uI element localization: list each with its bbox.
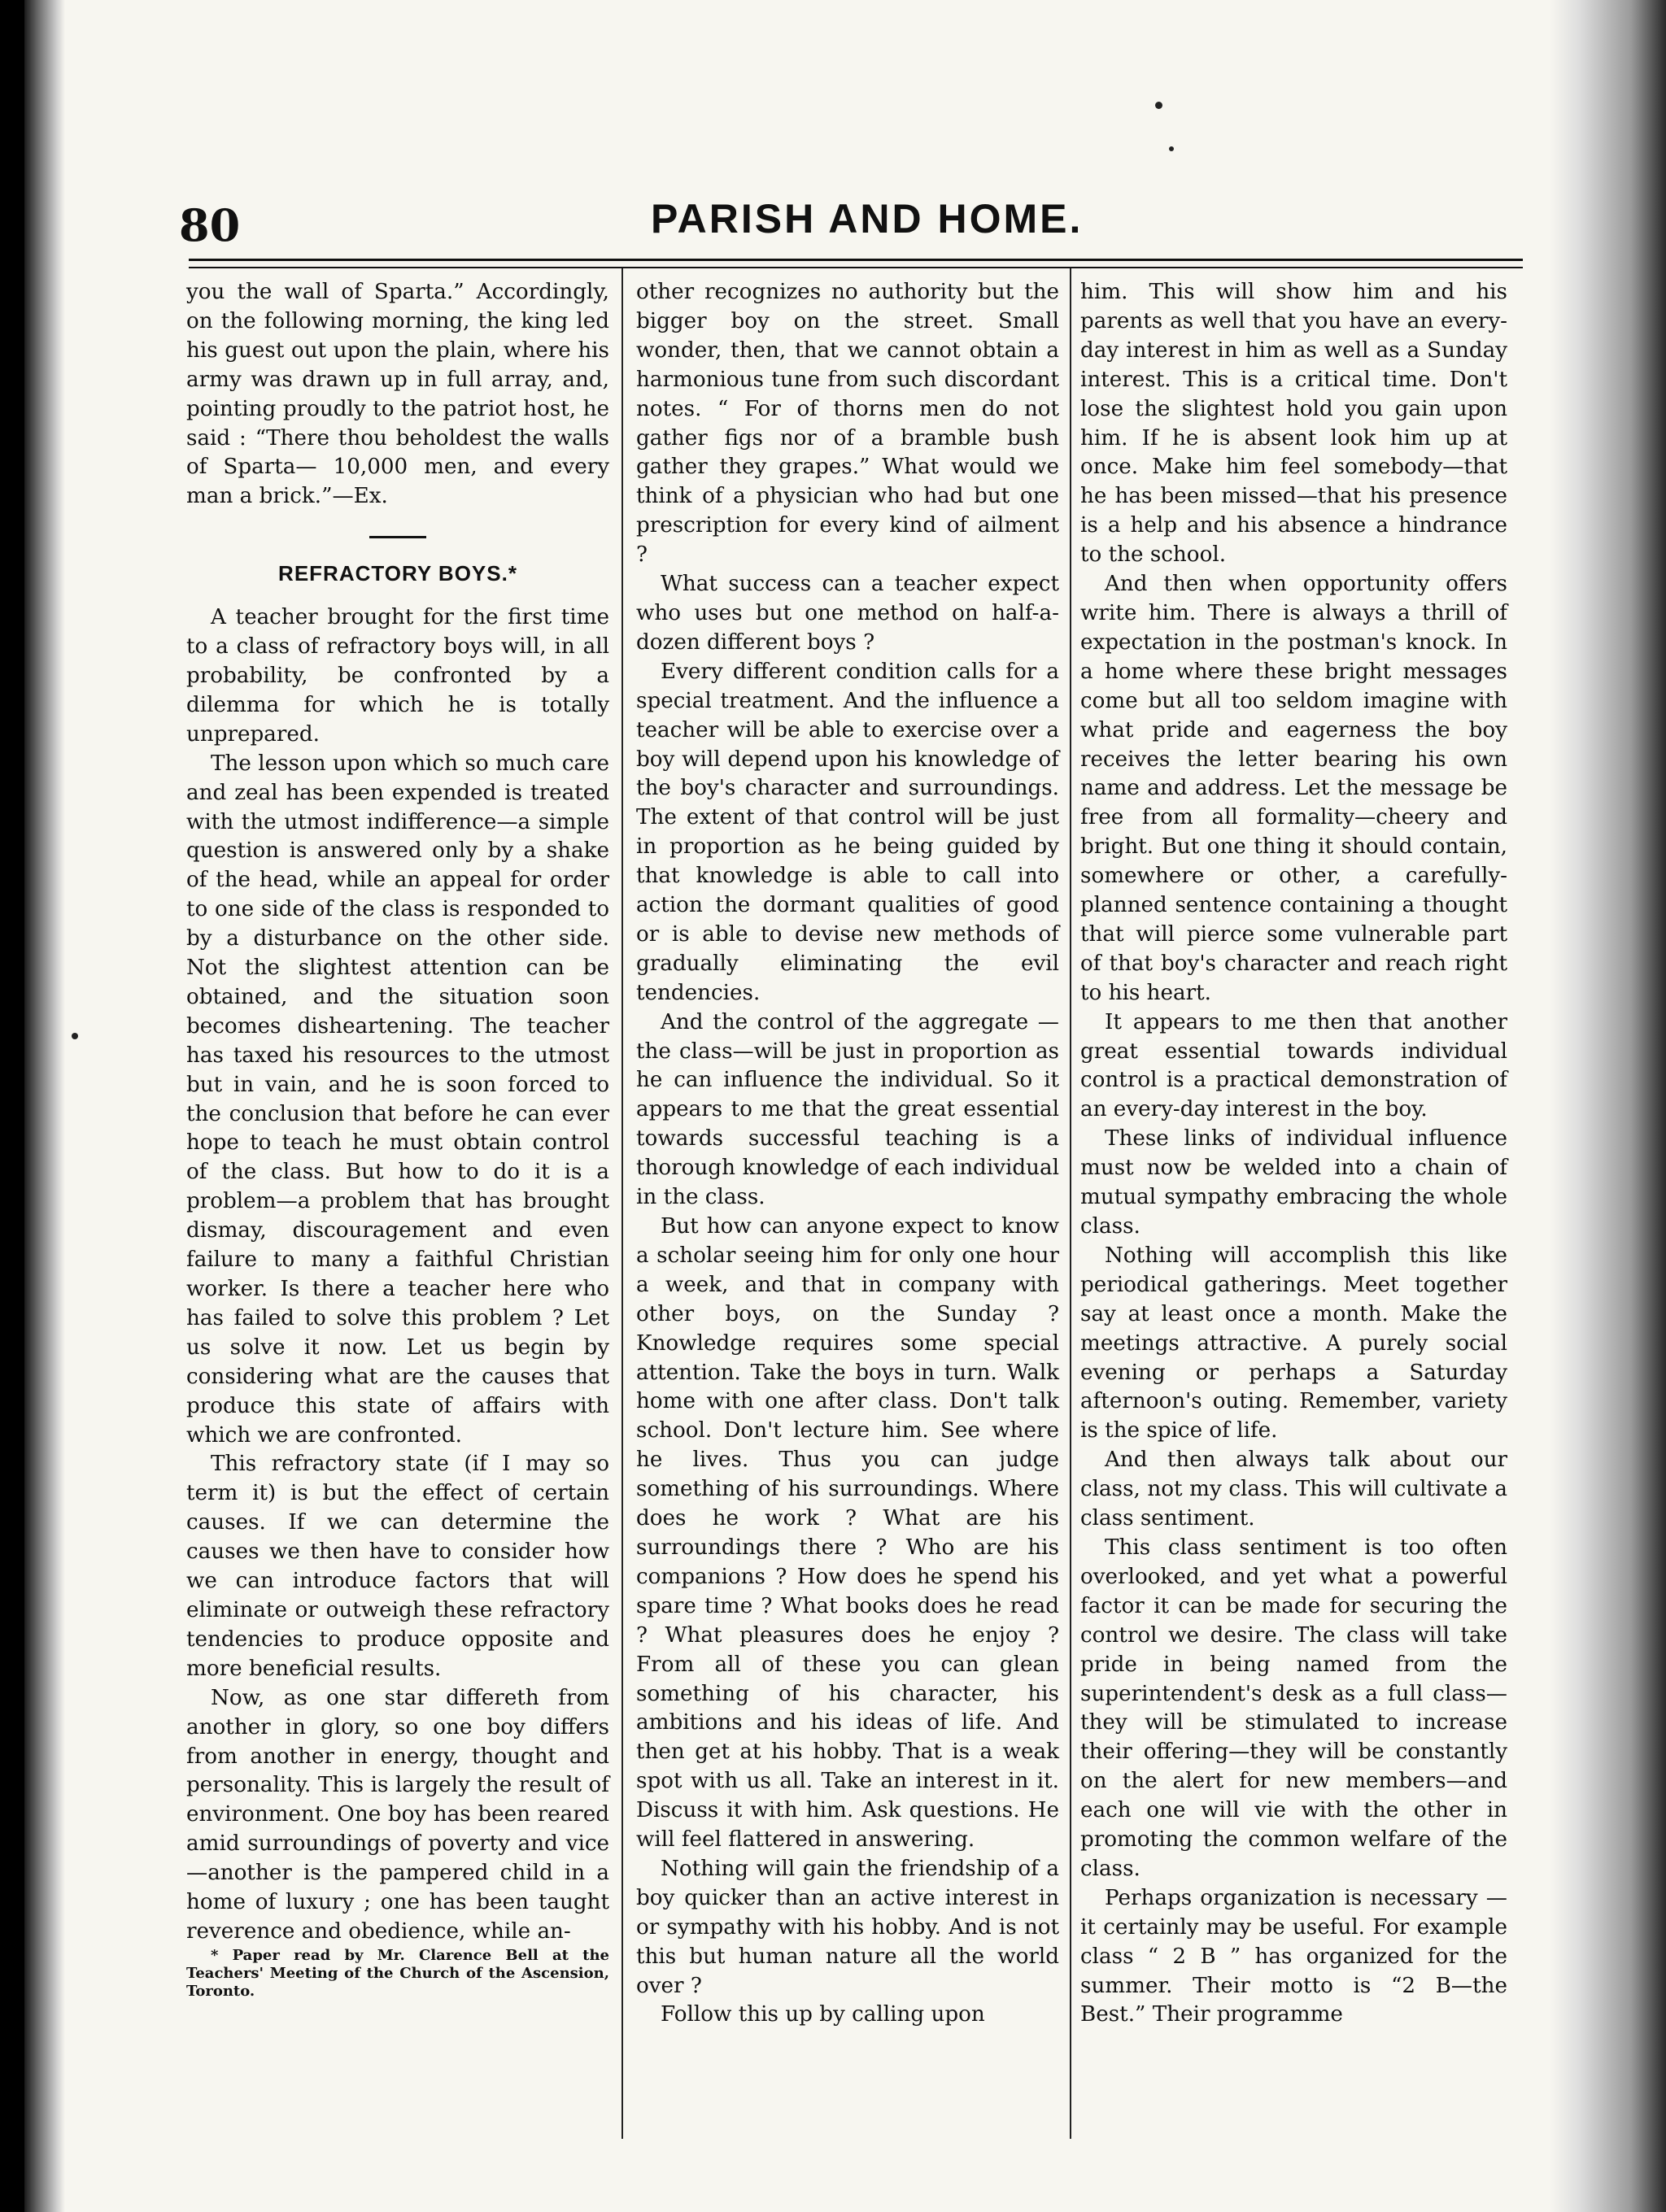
paragraph: This class sentiment is too often overlooked, and yet what a powerful factor it can be made for securing the control we desire. The class will take pride in being named from the superintendent's desk as a full class—they will be stimulated to increase their offering—they will be constantly on the alert for new members—and each one will vie with the other in promoting the common welfare of the class. xyxy=(1080,1535,1507,1881)
running-title: PARISH AND HOME. xyxy=(651,196,1084,242)
paragraph: Nothing will accomplish this like periodical gatherings. Meet together say at least once a month. Make the meetings attractive. A purely social evening or perhaps a Saturday afternoon's outing. Remember, variety is the spice of life. xyxy=(1080,1243,1507,1443)
paragraph: These links of individual influence must now be welded into a chain of mutual sympathy embracing the whole class. xyxy=(1080,1126,1507,1239)
column-divider-right xyxy=(1070,268,1071,2139)
binding-shadow xyxy=(24,0,65,2212)
paragraph: him. This will show him and his parents as well that you have an every-day interest in him as well as a Sunday interest. This is a critical time. Don't lose the slightest hold you gain upon him. If he is absent look him up at once. Make him feel somebody—that he has been missed—that his presence is a help and his absence a hindrance to the school. xyxy=(1080,280,1507,568)
paragraph: Now, as one star differeth from another in glory, so one boy differs from another in energy, thought and personality. This is largely the result of environment. One boy has been reared amid surroundings of poverty and vice—another is the pampered child in a home of luxury ; one has been taught reverence and obedience, while an- xyxy=(186,1685,609,1944)
paragraph: The lesson upon which so much care and zeal has been expended is treated with the utmost indifference—a simple question is answered only by a shake of the head, while an appeal for order to one side of the class is responded to by a disturbance on the other side. Not the slightest attention can be obtained, and the situation soon becomes disheartening. The teacher has taxed his resources to the utmost but in vain, and he is soon forced to the conclusion that before he can ever hope to teach he must obtain control of the class. But how to do it is a problem—a problem that has brought dismay, discouragement and even failure to many a faithful Christian worker. Is there a teacher here who has failed to solve this problem ? Let us solve it now. Let us begin by considering what are the causes that produce this state of affairs with which we are confronted. xyxy=(186,751,609,1448)
paragraph: A teacher brought for the first time to a class of refractory boys will, in all probability, be confronted by a dilemma for which he is totally unprepared. xyxy=(186,605,609,747)
print-speck xyxy=(1169,146,1174,151)
page-number: 80 xyxy=(179,199,241,251)
paragraph: you the wall of Sparta.” Accordingly, on the following morning, the king led his guest out upon the plain, where his army was drawn up in full array, and, pointing proudly to the patriot host, he said : “There thou beholdest the walls of Sparta— 10,000 men, and every man a brick.”—Ex. xyxy=(186,280,609,509)
paragraph: And then when opportunity offers write him. There is always a thrill of expectation in the postman's knock. In a home where these bright messages come but all too seldom imagine with what pride and eagerness the boy receives the letter bearing his own name and address. Let the message be free from all formality—cheery and bright. But one thing it should contain, somewhere or other, a carefully-planned sentence containing a thought that will pierce some vulnerable part of that boy's character and reach right to his heart. xyxy=(1080,572,1507,1005)
paragraph: Follow this up by calling upon xyxy=(661,2002,985,2027)
footnote: * Paper read by Mr. Clarence Bell at the Teachers' Meeting of the Church of the Ascension, Toronto. xyxy=(186,1946,609,2000)
section-separator xyxy=(369,536,426,538)
paragraph: But how can anyone expect to know a scholar seeing him for only one hour a week, and that in company with other boys, on the Sunday ? Knowledge requires some special attention. Take the boys in turn. Walk home with one after class. Don't talk school. Don't lecture him. See where he lives. Thus you can judge something of his surroundings. Where does he work ? What are his surroundings there ? Who are his companions ? How does he spend his spare time ? What books does he read ? What pleasures does he enjoy ? From all of these you can glean something of his character, his ambitions and his ideas of life. And then get at his hobby. That is a weak spot with us all. Take an interest in it. Discuss it with him. Ask questions. He will feel flattered in answering. xyxy=(636,1214,1059,1853)
article-heading: REFRACTORY BOYS.* xyxy=(278,561,517,586)
column-1 xyxy=(186,278,609,2001)
paragraph: It appears to me then that another great essential towards individual control is a practical demonstration of an every-day interest in the boy. xyxy=(1080,1009,1507,1122)
paragraph: Every different condition calls for a special treatment. And the influence a teacher will be able to exercise over a boy will depend upon his knowledge of the boy's character and surroundings. The extent of that control will be just in proportion as he being guided by that knowledge is able to call into action the dormant qualities of good or is able to devise new methods of gradually eliminating the evil tendencies. xyxy=(636,659,1059,1005)
print-speck xyxy=(1155,102,1162,109)
column-divider-left xyxy=(621,268,623,2139)
header-rule-thick xyxy=(189,259,1523,261)
column-2 xyxy=(636,278,1059,2030)
paragraph: And the control of the aggregate —the class—will be just in proportion as he can influence the individual. So it appears to me that the great essential towards successful teaching is a thorough knowledge of each individual in the class. xyxy=(636,1009,1059,1210)
paragraph: This refractory state (if I may so term it) is but the effect of certain causes. If we can determine the causes we then have to consider how we can introduce factors that will eliminate or outweigh these refractory tendencies to produce opposite and more beneficial results. xyxy=(186,1452,609,1681)
header-rule-thin xyxy=(189,267,1523,268)
column-3 xyxy=(1080,278,1507,2030)
paragraph: What success can a teacher expect who uses but one method on half-a-dozen different boys ? xyxy=(636,572,1059,655)
page-edge-shadow xyxy=(1550,0,1666,2212)
paragraph: And then always talk about our class, not my class. This will cultivate a class sentiment. xyxy=(1080,1448,1507,1531)
paragraph: other recognizes no authority but the bigger boy on the street. Small wonder, then, that we cannot obtain a harmonious tune from such discordant notes. “ For of thorns men do not gather figs nor of a bramble bush gather they grapes.” What would we think of a physician who had but one prescription for every kind of ailment ? xyxy=(636,280,1059,568)
paragraph: Perhaps organization is necessary —it certainly may be useful. For example class “ 2 B ” has organized for the summer. Their motto is “2 B—the Best.” Their programme xyxy=(1080,1885,1507,2027)
paragraph: Nothing will gain the friendship of a boy quicker than an active interest in or sympathy with his hobby. And is not this but human nature all the world over ? xyxy=(636,1856,1059,1998)
print-speck xyxy=(72,1033,78,1039)
